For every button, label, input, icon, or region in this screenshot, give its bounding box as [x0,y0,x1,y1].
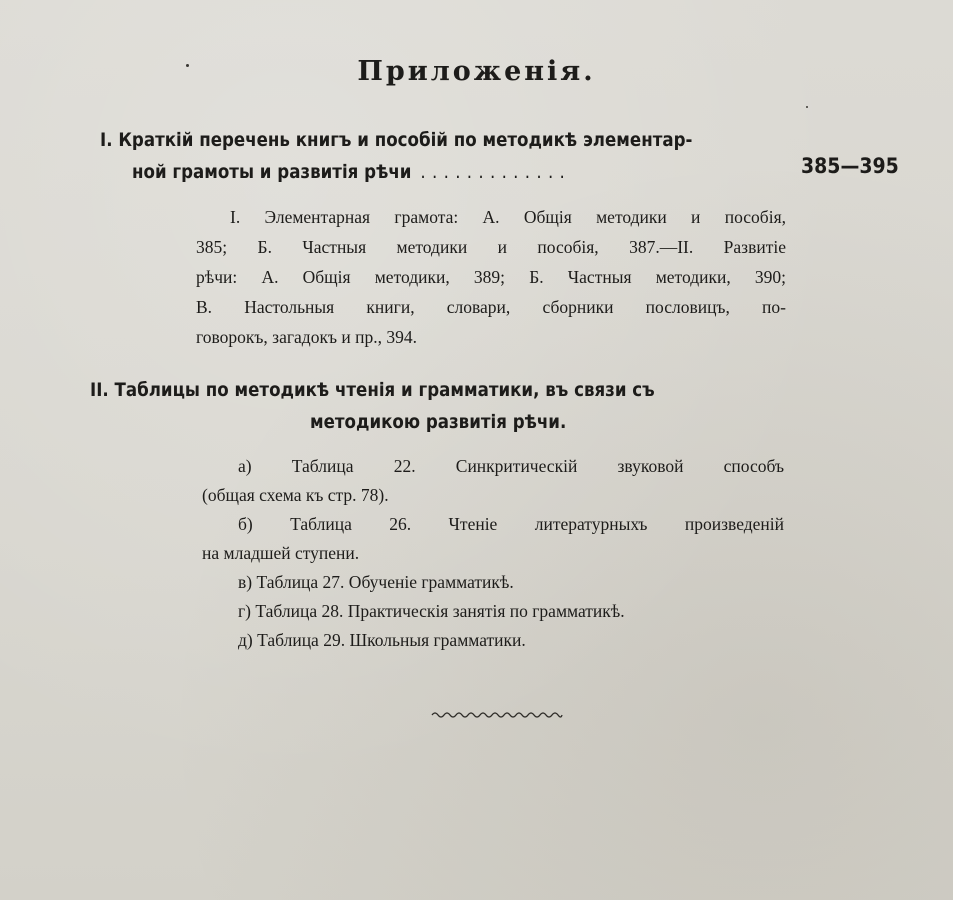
dot-leader: ............. [420,162,572,183]
list-item: а) Таблица 22. Синкритическій звуковой способъ [238,456,784,476]
section2-title-line2: методикою развитія рѣчи. [310,412,567,433]
list-item-continuation: (общая схема къ стр. 78). [202,485,389,505]
contents-line: I. Элементарная грамота: А. Общія методики и пособія, [230,207,786,227]
list-item: г) Таблица 28. Практическія занятія по грамматикѣ. [238,601,625,621]
section1-title-line1: I. Краткій перечень книгъ и пособій по методикѣ элементар- [100,130,693,151]
ink-speck [806,106,808,108]
list-item-continuation: на младшей ступени. [202,543,360,563]
section1-title-text: ной грамоты и развитія рѣчи [132,162,412,183]
contents-line: В. Настольныя книги, словари, сборники пословицъ, по- [196,297,786,317]
list-item: в) Таблица 27. Обученіе грамматикѣ. [238,572,514,592]
list-item: д) Таблица 29. Школьныя грамматики. [238,630,526,650]
section1-page-range: 385—395 [801,154,899,178]
wavy-line-ornament-icon [430,708,564,722]
section2-table-list [202,452,784,655]
list-item: б) Таблица 26. Чтеніе литературныхъ произведеній [238,514,784,534]
contents-line: рѣчи: А. Общія методики, 389; Б. Частныя методики, 390; [196,267,786,287]
section1-title-line2 [132,158,571,188]
contents-line: 385; Б. Частныя методики и пособія, 387.—II. Развитіе [196,237,786,257]
contents-line: говорокъ, загадокъ и пр., 394. [196,327,417,347]
page-heading: Приложенія. [357,56,596,87]
section1-contents [196,202,786,352]
section2-title-line1: II. Таблицы по методикѣ чтенія и грамматики, въ связи съ [90,380,655,401]
